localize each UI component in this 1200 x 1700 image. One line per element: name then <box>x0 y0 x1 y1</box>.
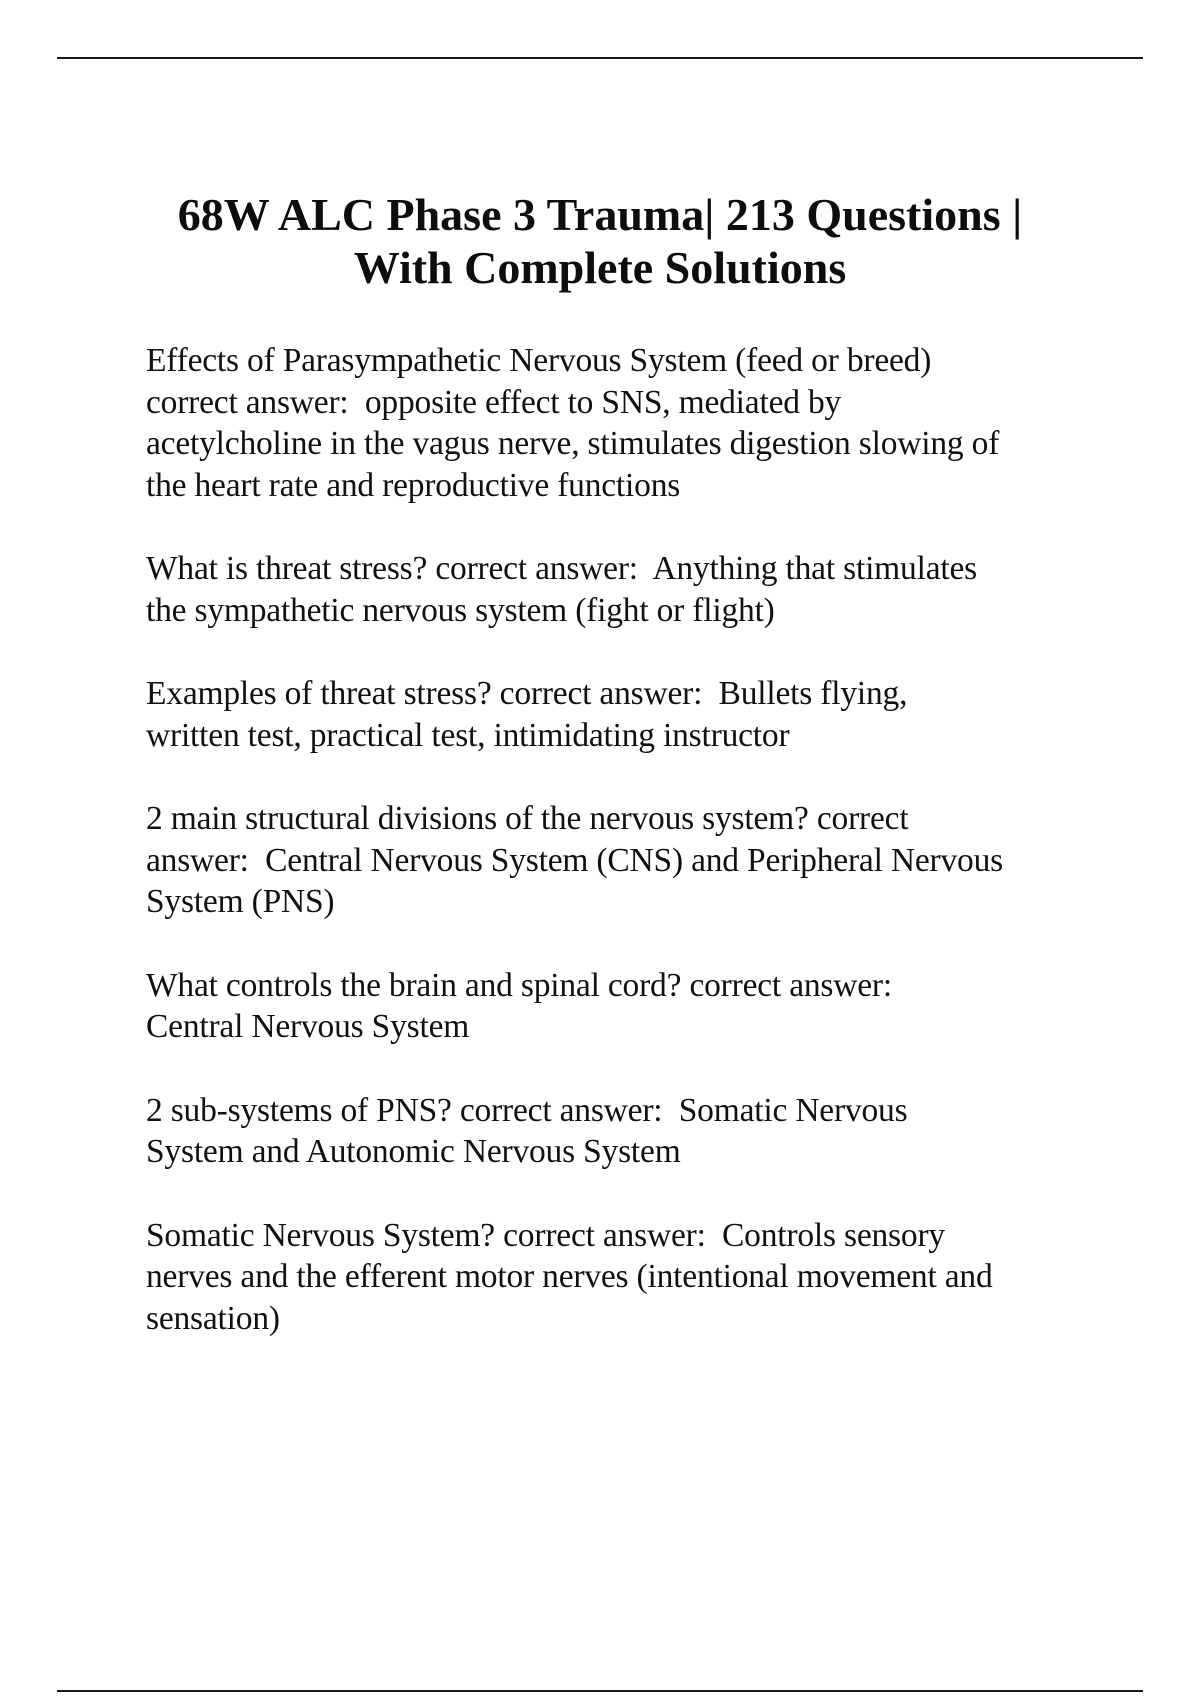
qa-line: What controls the brain and spinal cord? correct answer: <box>146 966 892 1004</box>
document-title <box>130 188 1070 294</box>
qa-line: System (PNS) <box>146 883 335 920</box>
qa-item-threat-stress-examples <box>146 673 1096 756</box>
top-rule <box>57 57 1143 59</box>
qa-line: 2 main structural divisions of the nervous system? correct <box>146 800 909 837</box>
qa-line: sensation) <box>146 1299 280 1337</box>
qa-line: written test, practical test, intimidating instructor <box>146 716 790 754</box>
qa-item-threat-stress <box>146 548 1096 631</box>
qa-item-somatic-nervous-system <box>146 1215 1096 1340</box>
qa-line: 2 sub-systems of PNS? correct answer: Somatic Nervous <box>146 1091 908 1129</box>
title-line-1: 68W ALC Phase 3 Trauma| 213 Questions | <box>177 189 1023 240</box>
qa-line: Effects of Parasympathetic Nervous System (feed or breed) <box>146 342 932 379</box>
qa-line: answer: Central Nervous System (CNS) and Peripheral Nervous <box>146 841 1003 879</box>
qa-line: System and Autonomic Nervous System <box>146 1133 681 1170</box>
qa-line: What is threat stress? correct answer: Anything that stimulates <box>146 550 977 587</box>
title-line-2: With Complete Solutions <box>353 242 847 293</box>
qa-line: nerves and the efferent motor nerves (intentional movement and <box>146 1258 993 1295</box>
qa-item-structural-divisions <box>146 798 1096 923</box>
qa-line: Somatic Nervous System? correct answer: Controls sensory <box>146 1216 945 1254</box>
qa-line: Examples of threat stress? correct answer: Bullets flying, <box>146 675 908 712</box>
qa-line: the heart rate and reproductive functions <box>146 466 681 504</box>
qa-item-brain-spinal-cord <box>146 965 1096 1048</box>
qa-line: Central Nervous System <box>146 1008 470 1045</box>
qa-line: correct answer: opposite effect to SNS, mediated by <box>146 383 842 421</box>
qa-list <box>146 340 1096 1381</box>
qa-item-parasympathetic <box>146 340 1096 506</box>
qa-item-pns-subsystems <box>146 1090 1096 1173</box>
bottom-rule <box>57 1690 1143 1692</box>
qa-line: acetylcholine in the vagus nerve, stimulates digestion slowing of <box>146 425 1000 462</box>
qa-line: the sympathetic nervous system (fight or flight) <box>146 591 775 629</box>
